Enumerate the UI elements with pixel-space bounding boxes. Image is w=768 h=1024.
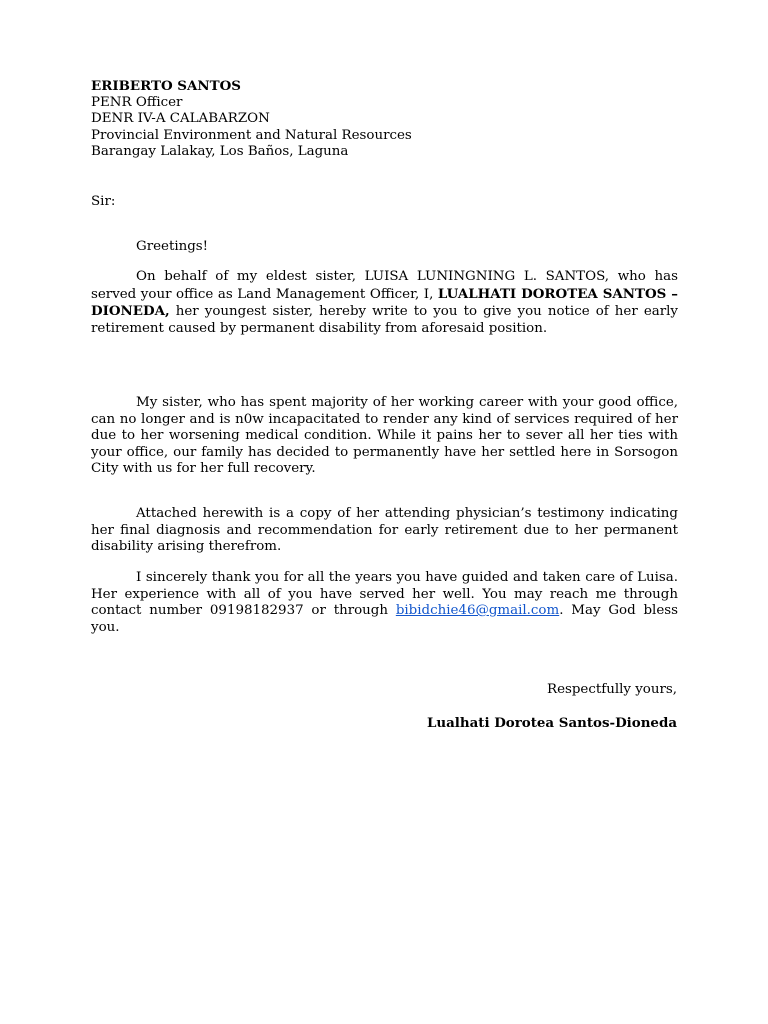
recipient-address-block: [91, 78, 678, 161]
paragraph-2: My sister, who has spent majority of her working career with your good office, can no longer and is n0w incapacitated to render any kind of services required of her due to her worsening medical condition. While it pains her to sever all her ties with your office, our family has decided to permanently have her settled here in Sorsogon City with us for her full recovery.: [91, 395, 678, 477]
recipient-position: PENR Officer: [91, 94, 183, 110]
paragraph-4: [91, 570, 678, 636]
paragraph-1: [91, 269, 678, 337]
paragraph-1-text-before: On behalf of my eldest sister, LUISA LUNINGNING L. SANTOS, who has served your office as Land Management Officer, I,: [91, 269, 678, 302]
paragraph-4-text-after: . May God bless you.: [91, 603, 678, 635]
recipient-address: Barangay Lalakay, Los Baños, Laguna: [91, 144, 349, 160]
paragraph-3: Attached herewith is a copy of her attending physician’s testimony indicating her final diagnosis and recommendation for early retirement due to her permanent disability arising therefrom.: [91, 506, 678, 555]
email-link[interactable]: bibidchie46@gmail.com: [395, 603, 560, 619]
recipient-office: DENR IV-A CALABARZON: [91, 111, 270, 127]
paragraph-4-text-before: I sincerely thank you for all the years you have guided and taken care of Luisa. Her experience with all of you have served her well. You may reach me through contact number 09198182937 or through: [91, 570, 678, 619]
greeting: Greetings!: [136, 239, 209, 254]
salutation: Sir:: [91, 194, 116, 209]
paragraph-1-bold-name: LUALHATI DOROTEA SANTOS – DIONEDA,: [91, 285, 678, 320]
recipient-name: ERIBERTO SANTOS: [91, 78, 241, 94]
closing: Respectfully yours,: [546, 682, 677, 697]
recipient-department: Provincial Environment and Natural Resources: [91, 127, 412, 143]
signer-name: Lualhati Dorotea Santos-Dioneda: [426, 715, 677, 731]
paragraph-1-text-after: her youngest sister, hereby write to you to give you notice of her early retirement caused by permanent disability from aforesaid position.: [91, 304, 678, 336]
